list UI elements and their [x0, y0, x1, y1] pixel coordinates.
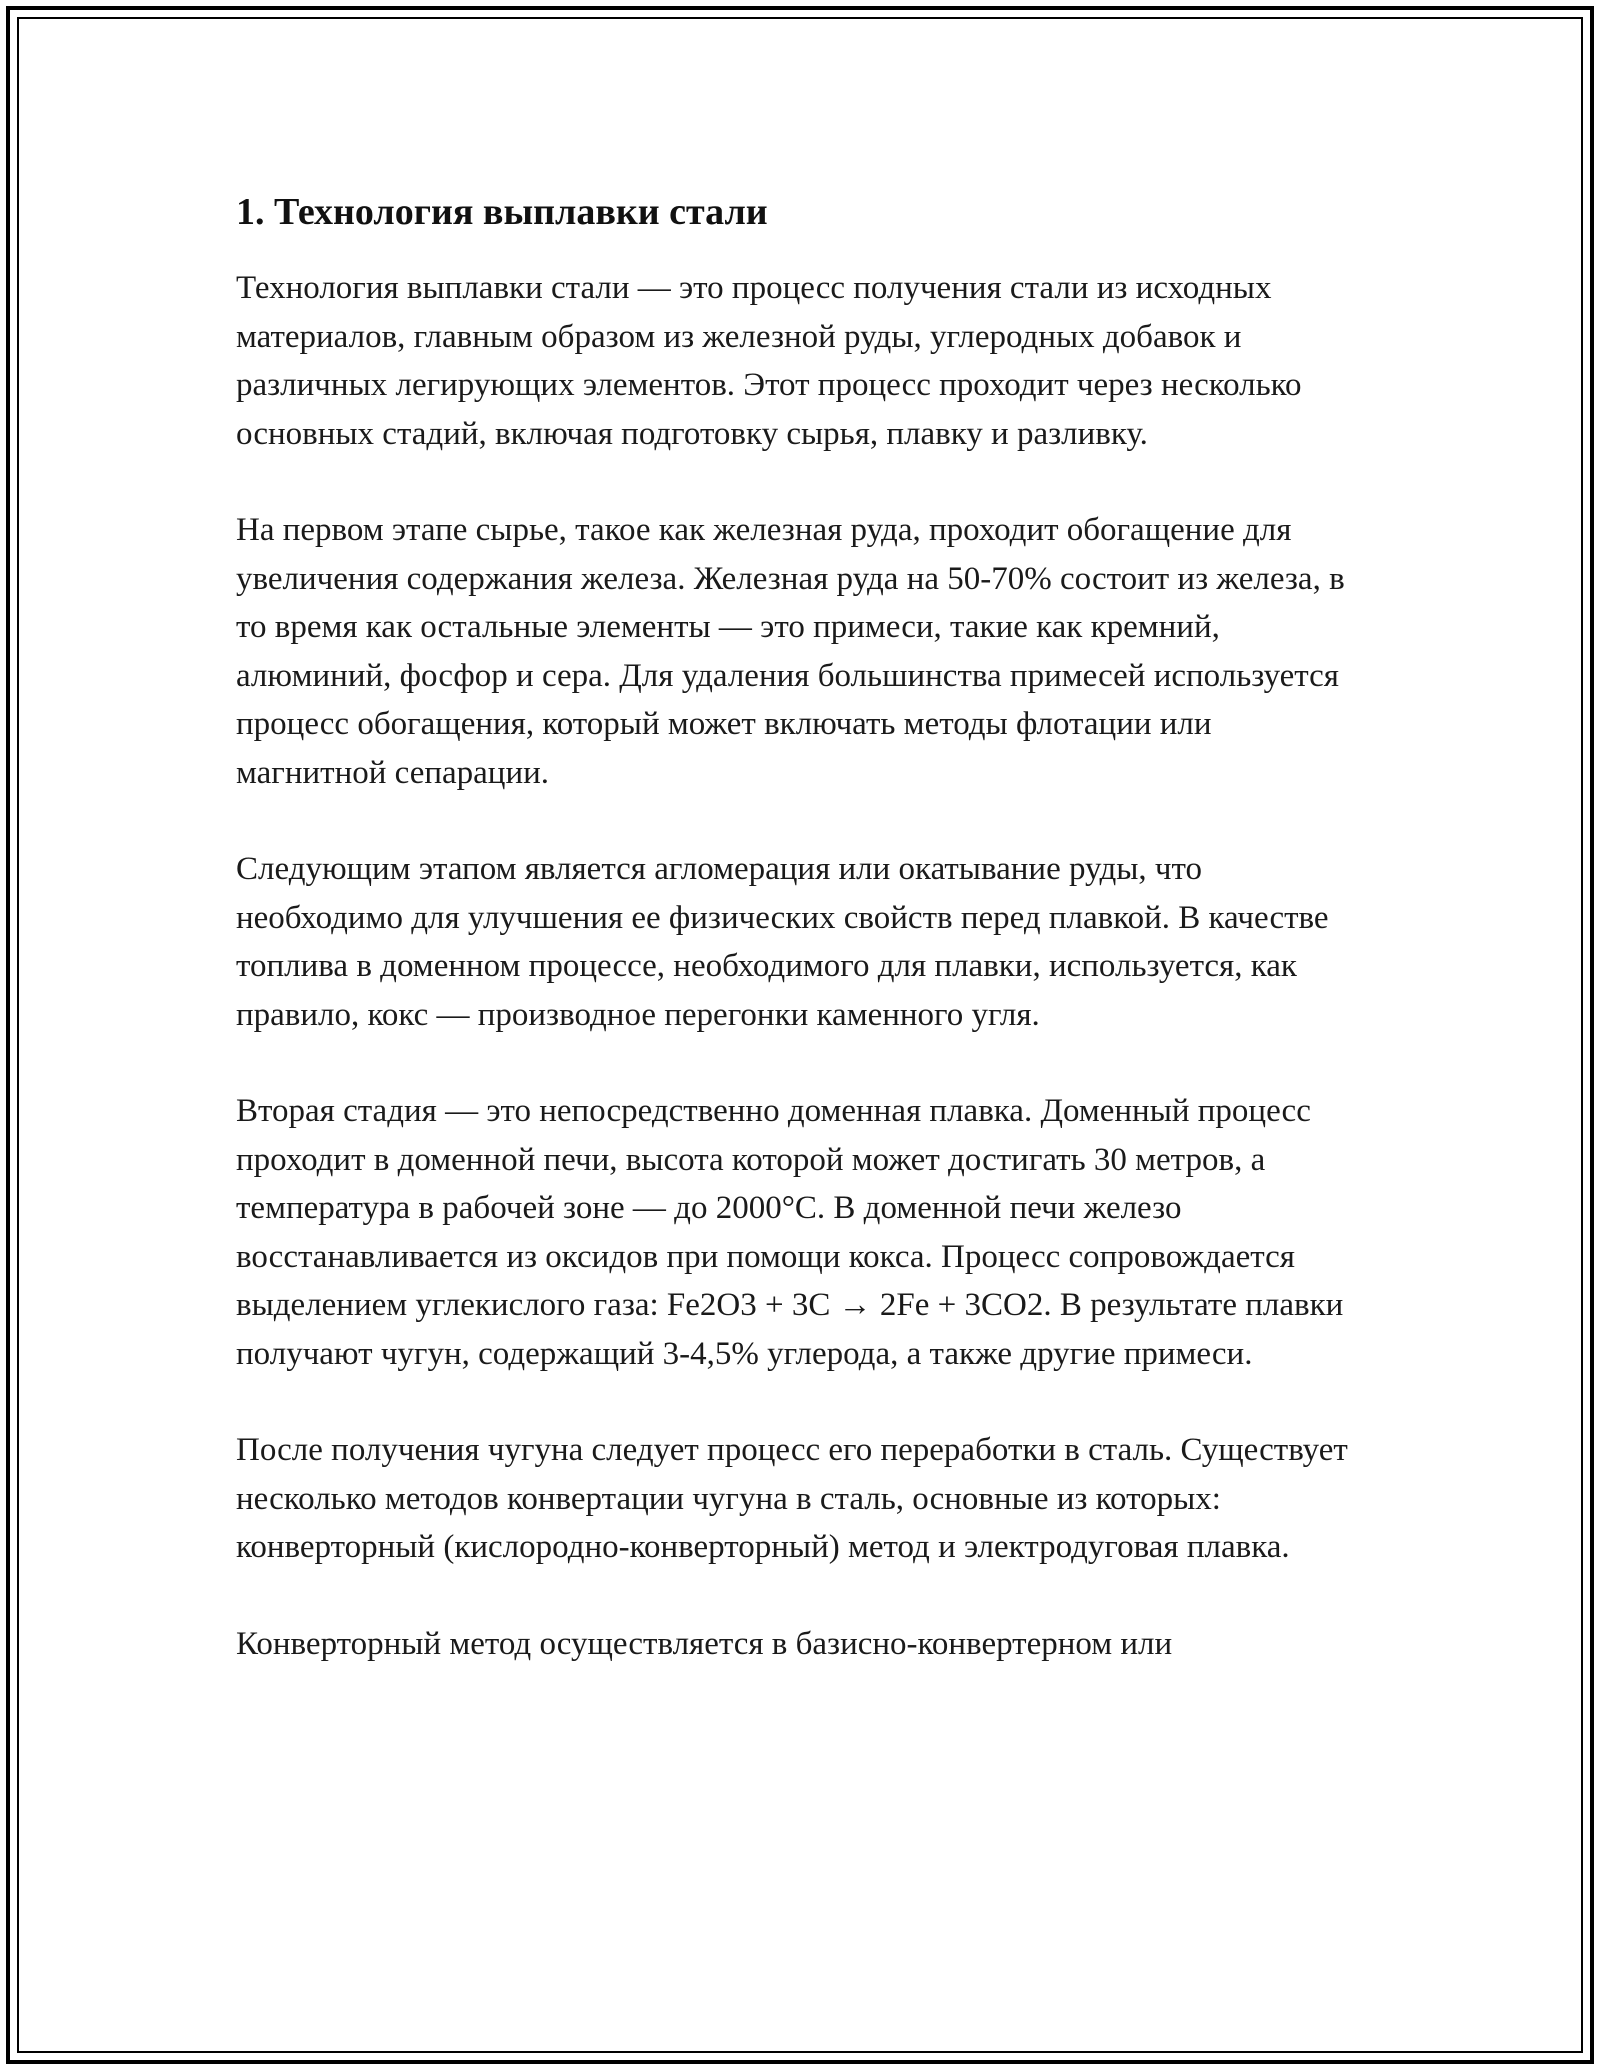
section-heading: 1. Технология выплавки стали — [236, 191, 768, 233]
paragraph-converter-method: Конверторный метод осуществляется в базисно-конвертерном или — [236, 1625, 1173, 1662]
paragraph-blast-furnace: Вторая стадия — это непосредственно доменная плавка. Доменный процесс проходит в доменной печи, высота которой может достигать 30 метров, а температура в рабочей зоне — до 2000°C. В доменной печи железо восстанавливается из оксидов при помощи кокса. Процесс сопровождается выделением углекислого газа: Fe2O3 + 3C → 2Fe + 3CO2. В результате плавки получают чугун, содержащий 3-4,5% углерода, а также другие примеси. — [236, 1093, 1344, 1372]
paragraph-intro: Технология выплавки стали — это процесс получения стали из исходных материалов, главным образом из железной руды, углеродных добавок и различных легирующих элементов. Этот процесс проходит через несколько основных стадий, включая подготовку сырья, плавку и разливку. — [236, 270, 1302, 452]
paragraph-agglomeration: Следующим этапом является агломерация или окатывание руды, что необходимо для улучшения ее физических свойств перед плавкой. В качестве топлива в доменном процессе, необходимого для плавки, используется, как правило, кокс — производное перегонки каменного угля. — [236, 851, 1329, 1033]
paragraph-ore-enrichment: На первом этапе сырье, такое как железная руда, проходит обогащение для увеличения содержания железа. Железная руда на 50-70% состоит из железа, в то время как остальные элементы — это примеси, такие как кремний, алюминий, фосфор и сера. Для удаления большинства примесей используется процесс обогащения, который может включать методы флотации или магнитной сепарации. — [236, 512, 1345, 791]
paragraph-steel-conversion: После получения чугуна следует процесс его переработки в сталь. Существует несколько методов конвертации чугуна в сталь, основные из которых: конверторный (кислородно-конверторный) метод и электродуговая плавка. — [236, 1432, 1348, 1565]
document-body — [236, 186, 1366, 1716]
